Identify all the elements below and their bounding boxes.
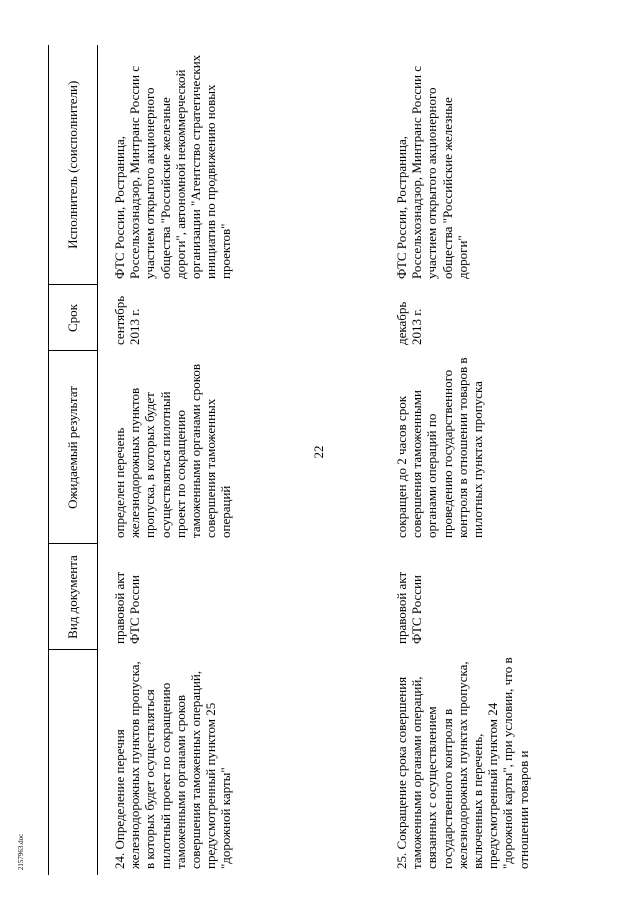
header-result: Ожидаемый результат xyxy=(49,351,98,544)
row-executor: ФТС России, Ространица, Россельхознадзор, Минтранс России с участием открытого акционерного общества "Российские железные дороги", автономной некоммерческой организации "Агентство стратегических инициатив по продвижению новых проектов" xyxy=(112,54,234,279)
row-deadline: декабрь 2013 г. xyxy=(394,301,425,345)
table-header-row xyxy=(49,45,98,875)
row-deadline: сентябрь 2013 г. xyxy=(112,295,143,345)
table-row xyxy=(98,45,381,875)
row-measure: 24. Определение перечня железнодорожных пунктов пропуска, в которых будет осуществляться пилотный проект по сокращению таможенными органами сроков совершения таможенных операций, предусмотренный пунктом 25 "дорожной карты" xyxy=(112,661,234,869)
row-result: определен перечень железнодорожных пунктов пропуска, в которых будет осуществляться пилотный проект по сокращению таможенными органами сроков совершения таможенных операций xyxy=(112,363,234,538)
page-number: 22 xyxy=(311,445,326,459)
row-doc-type: правовой акт ФТС России xyxy=(394,571,425,644)
table-row xyxy=(380,45,531,875)
roadmap-table xyxy=(48,45,531,875)
header-measure xyxy=(49,650,98,875)
row-doc-type: правовой акт ФТС России xyxy=(112,571,143,644)
header-executor: Исполнитель (соисполнители) xyxy=(49,45,98,285)
rotated-table-container xyxy=(48,45,593,875)
row-executor: ФТС России, Ространица, Россельхознадзор, Минтранс России с участием открытого акционерного общества "Российские железные дороги" xyxy=(394,65,470,279)
row-result: сокращен до 2 часов срок совершения таможенными органами операций по проведению государственного контроля в отношении товаров в пилотных пунктах пропуска xyxy=(394,357,486,538)
header-deadline: Срок xyxy=(49,285,98,351)
header-doc-type: Вид документа xyxy=(49,544,98,650)
row-measure: 25. Сокращение срока совершения таможенными органами операций, связанных с осуществлением государственного контроля в железнодорожных пунктах пропуска, включенных в перечень, предусмотренный пунктом 24 "дорожной карты", при условии, что в отношении товаров и xyxy=(394,657,531,869)
footer-file-code: 2157963.doc xyxy=(17,833,25,871)
